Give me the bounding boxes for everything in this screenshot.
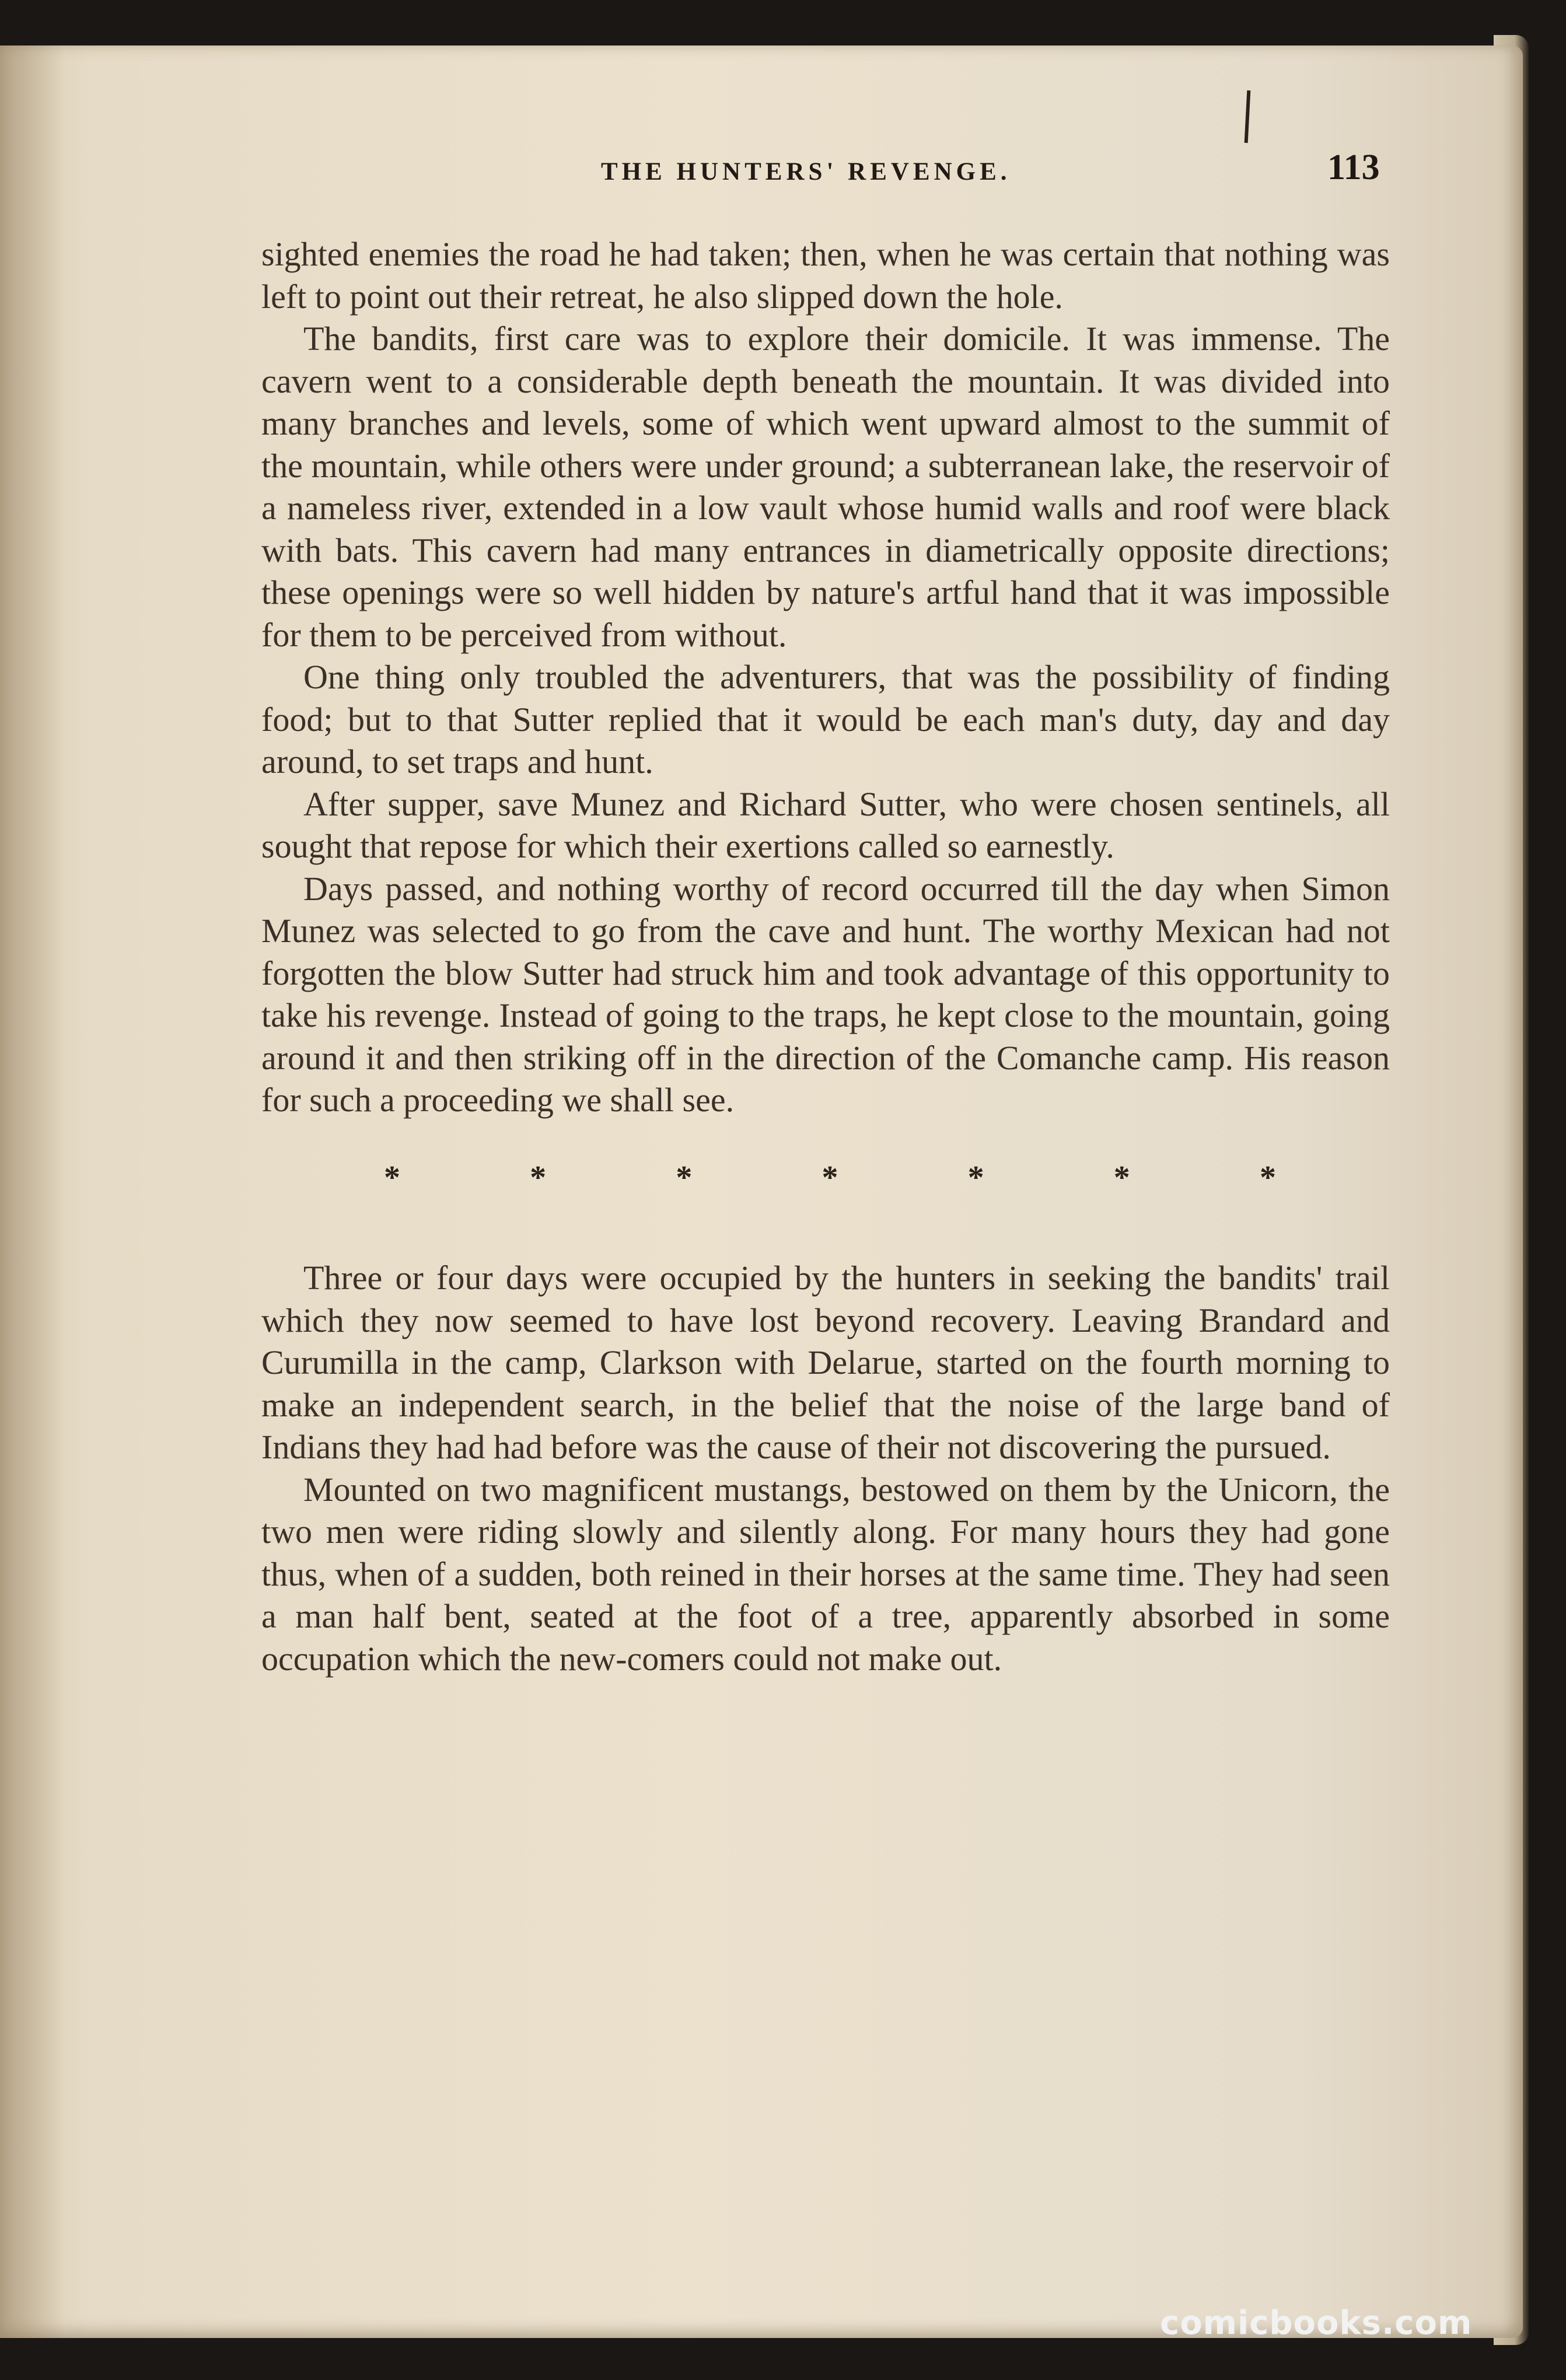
separator-star: * [530,1159,547,1196]
paragraph: sighted enemies the road he had taken; then, when he was certain that nothing was left to point out their retreat, he also slipped down the hole. [261,235,1390,316]
site-watermark: comicbooks.com [1160,2304,1473,2342]
paragraph: Days passed, and nothing worthy of record occurred till the day when Simon Munez was selected to go from the cave and hunt. The worthy Mexican had not forgotten the blow Sutter had struck him and took advantage of this opportunity to take his revenge. Instead of going to the traps, he kept close to the mountain, going around it and then striking off in the direction of the Comanche camp. His reason for such a proceeding we shall see. [261,869,1390,1119]
separator-star: * [822,1159,838,1196]
paragraph: Three or four days were occupied by the hunters in seeking the bandits' trail which they now seemed to have lost beyond recovery. Leaving Brandard and Curumilla in the camp, Clarkson with Delarue, started on the fourth morning to make an independent search, in the belief that the noise of the large band of Indians they had had before was the cause of their not discovering the pursued. [261,1259,1390,1466]
separator-star: * [676,1159,693,1196]
separator-star: * [967,1159,984,1196]
separator-star: * [1113,1159,1130,1196]
page-gutter [0,46,64,2338]
page-body [261,233,1390,1680]
paragraph: One thing only troubled the adventurers, that was the possibility of finding food; but to that Sutter replied that it would be each man's duty, day and day around, to set traps and hunt. [261,658,1390,780]
paragraph: After supper, save Munez and Richard Sutter, who were chosen sentinels, all sought that repose for which their exertions called so earnestly. [261,785,1390,865]
paragraph: The bandits, first care was to explore their domicile. It was immense. The cavern went to a considerable depth beneath the mountain. It was divided into many branches and levels, some of which went upward almost to the summit of the mountain, while others were under ground; a subterranean lake, the reservoir of a nameless river, extended in a low vault whose humid walls and roof were black with bats. This cavern had many entrances in diametrically opposite directions; these openings were so well hidden by nature's artful hand that it was impossible for them to be perceived from without. [261,320,1390,654]
separator-star: * [384,1159,400,1196]
section-separator [261,1157,1390,1199]
running-header: THE HUNTERS' REVENGE. [601,158,1011,186]
paragraph: Mounted on two magnificent mustangs, bestowed on them by the Unicorn, the two men were riding slowly and silently along. For many hours they had gone thus, when of a sudden, both reined in their horses at the same time. They had seen a man half bent, seated at the foot of a tree, apparently absorbed in some occupation which the new-comers could not make out. [261,1470,1390,1678]
separator-star: * [1259,1159,1276,1196]
page-number: 113 [1327,148,1380,187]
